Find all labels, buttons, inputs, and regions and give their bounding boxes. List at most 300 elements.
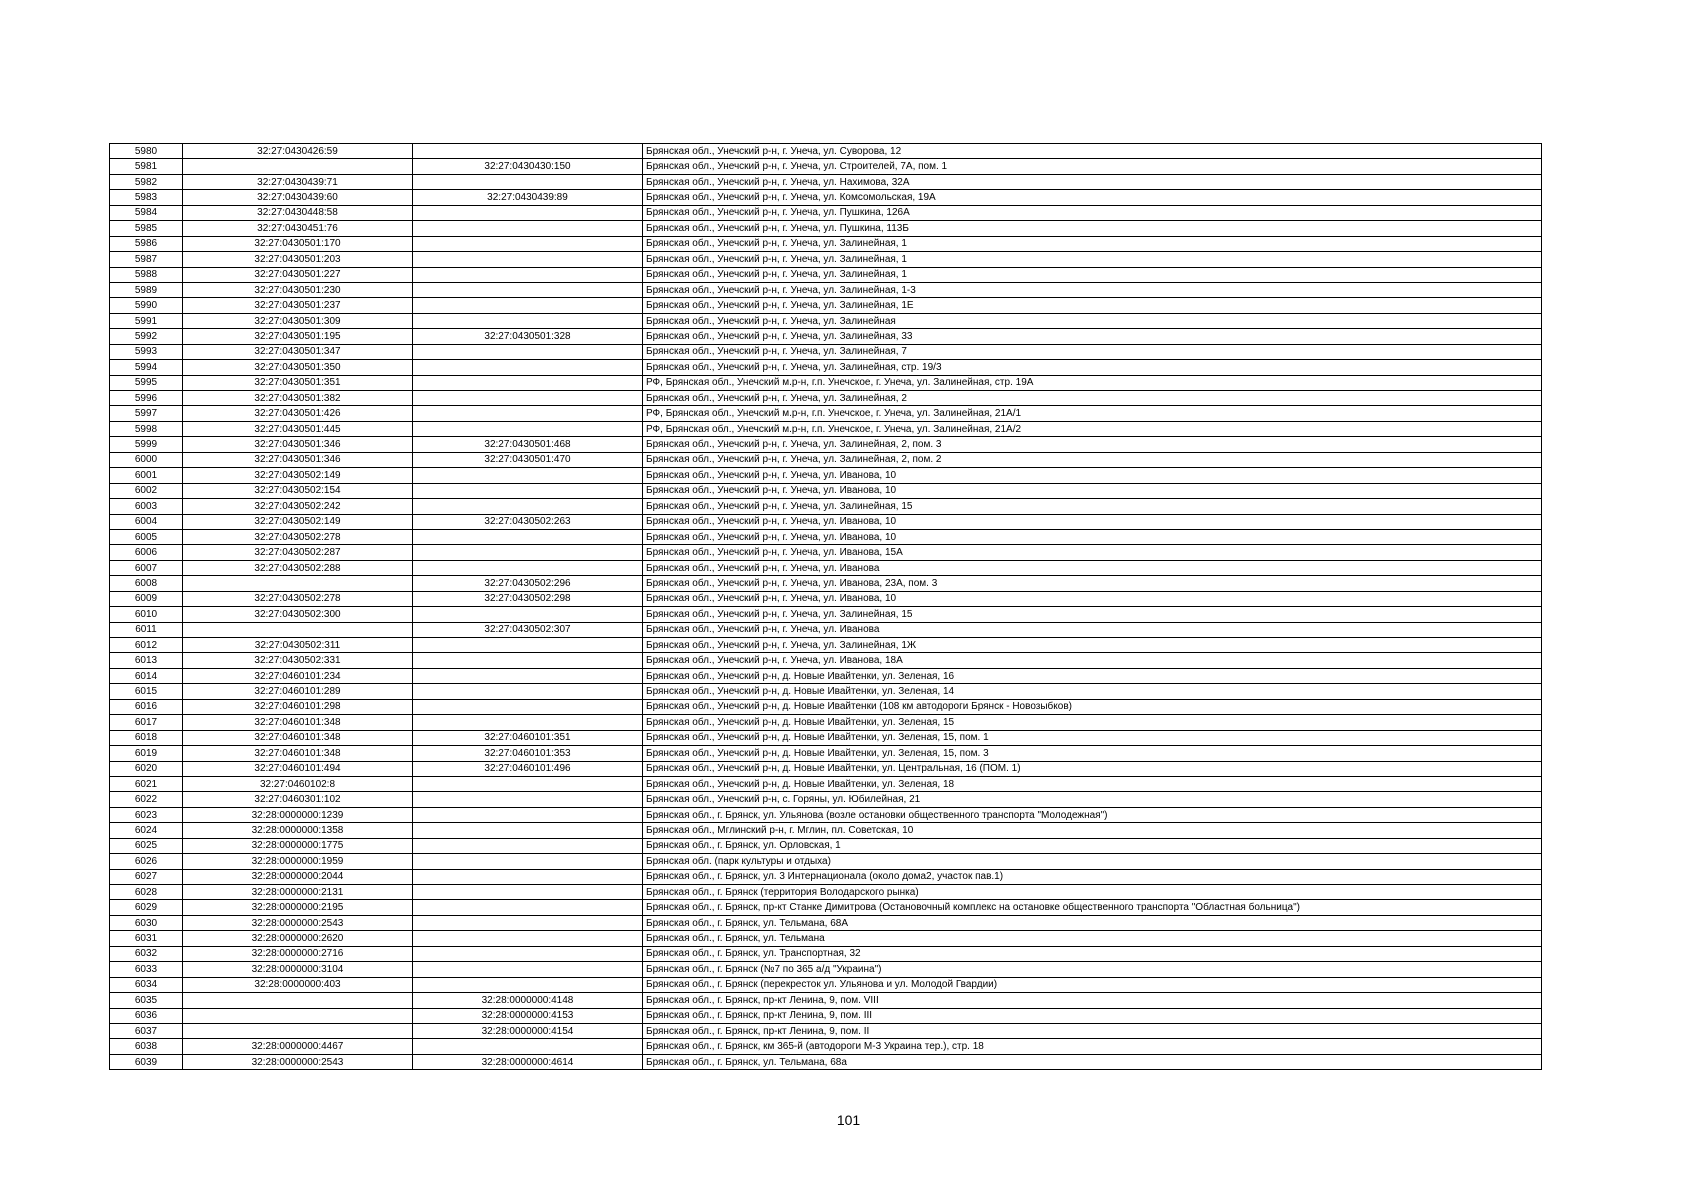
address-cell: РФ, Брянская обл., Унечский м.р-н, г.п. Унечское, г. Унеча, ул. Залинейная, 21А/2 [643,421,1542,436]
cadastral-number-cell: 32:27:0430501:237 [183,298,413,313]
address-cell: Брянская обл., г. Брянск (территория Володарского рынка) [643,885,1542,900]
related-cadastral-number-cell [413,807,643,822]
table-row [110,684,1542,699]
related-cadastral-number-cell: 32:28:0000000:4148 [413,993,643,1008]
registry-table-body [110,144,1542,1070]
address-cell: Брянская обл., Унечский р-н, д. Новые Ивайтенки, ул. Зеленая, 16 [643,668,1542,683]
cadastral-number-cell: 32:27:0430502:278 [183,591,413,606]
table-row [110,499,1542,514]
row-number-cell: 6009 [110,591,183,606]
related-cadastral-number-cell [413,406,643,421]
row-number-cell: 6015 [110,684,183,699]
cadastral-number-cell: 32:27:0430502:331 [183,653,413,668]
address-cell: Брянская обл., Унечский р-н, г. Унеча, ул. Иванова, 10 [643,514,1542,529]
table-row [110,838,1542,853]
address-cell: Брянская обл., Унечский р-н, г. Унеча, ул. Залинейная, 7 [643,344,1542,359]
address-cell: Брянская обл., г. Брянск, ул. Орловская, 1 [643,838,1542,853]
address-cell: Брянская обл., Унечский р-н, г. Унеча, ул. Пушкина, 113Б [643,221,1542,236]
related-cadastral-number-cell [413,205,643,220]
related-cadastral-number-cell: 32:27:0430501:468 [413,437,643,452]
cadastral-number-cell: 32:27:0430501:346 [183,437,413,452]
cadastral-number-cell: 32:27:0460101:348 [183,746,413,761]
address-cell: Брянская обл., Унечский р-н, г. Унеча, ул. Иванова, 10 [643,529,1542,544]
cadastral-number-cell: 32:27:0430501:170 [183,236,413,251]
related-cadastral-number-cell: 32:27:0430502:298 [413,591,643,606]
address-cell: Брянская обл., Унечский р-н, д. Новые Ивайтенки, ул. Центральная, 16 (ПОМ. 1) [643,761,1542,776]
row-number-cell: 5988 [110,267,183,282]
row-number-cell: 6011 [110,622,183,637]
cadastral-number-cell: 32:28:0000000:1775 [183,838,413,853]
cadastral-number-cell: 32:27:0430426:59 [183,144,413,159]
row-number-cell: 5986 [110,236,183,251]
row-number-cell: 5999 [110,437,183,452]
row-number-cell: 6029 [110,900,183,915]
related-cadastral-number-cell: 32:27:0430501:328 [413,329,643,344]
row-number-cell: 5995 [110,375,183,390]
address-cell: Брянская обл., Унечский р-н, г. Унеча, ул. Залинейная, 33 [643,329,1542,344]
related-cadastral-number-cell [413,653,643,668]
row-number-cell: 5989 [110,282,183,297]
related-cadastral-number-cell [413,174,643,189]
row-number-cell: 6022 [110,792,183,807]
table-row [110,746,1542,761]
cadastral-number-cell: 32:27:0430501:230 [183,282,413,297]
table-row [110,267,1542,282]
cadastral-number-cell: 32:27:0460101:298 [183,699,413,714]
row-number-cell: 6013 [110,653,183,668]
cadastral-number-cell: 32:28:0000000:2543 [183,915,413,930]
related-cadastral-number-cell [413,776,643,791]
related-cadastral-number-cell [413,282,643,297]
row-number-cell: 5983 [110,190,183,205]
address-cell: Брянская обл., Унечский р-н, г. Унеча, ул. Залинейная [643,313,1542,328]
table-row [110,761,1542,776]
address-cell: Брянская обл., Унечский р-н, г. Унеча, ул. Иванова, 23А, пом. 3 [643,576,1542,591]
row-number-cell: 6039 [110,1054,183,1069]
address-cell: Брянская обл., Унечский р-н, г. Унеча, ул. Залинейная, 2 [643,391,1542,406]
address-cell: Брянская обл., Унечский р-н, г. Унеча, ул. Залинейная, 1Ж [643,638,1542,653]
related-cadastral-number-cell [413,668,643,683]
row-number-cell: 5981 [110,159,183,174]
row-number-cell: 5984 [110,205,183,220]
related-cadastral-number-cell [413,1039,643,1054]
address-cell: РФ, Брянская обл., Унечский м.р-н, г.п. Унечское, г. Унеча, ул. Залинейная, 21А/1 [643,406,1542,421]
address-cell: Брянская обл., Унечский р-н, г. Унеча, ул. Иванова, 10 [643,591,1542,606]
address-cell: Брянская обл., г. Брянск, ул. Тельмана, 68А [643,915,1542,930]
row-number-cell: 6027 [110,869,183,884]
row-number-cell: 5982 [110,174,183,189]
cadastral-number-cell: 32:27:0430451:76 [183,221,413,236]
table-row [110,329,1542,344]
related-cadastral-number-cell [413,313,643,328]
related-cadastral-number-cell: 32:27:0460101:353 [413,746,643,761]
address-cell: Брянская обл., Унечский р-н, д. Новые Ивайтенки, ул. Зеленая, 15 [643,715,1542,730]
table-row [110,282,1542,297]
address-cell: Брянская обл., Унечский р-н, г. Унеча, ул. Залинейная, стр. 19/3 [643,360,1542,375]
address-cell: Брянская обл., г. Брянск (№7 по 365 а/д "Украина") [643,962,1542,977]
address-cell: Брянская обл., Унечский р-н, г. Унеча, ул. Залинейная, 1 [643,236,1542,251]
cadastral-number-cell: 32:27:0430501:445 [183,421,413,436]
related-cadastral-number-cell [413,468,643,483]
related-cadastral-number-cell [413,391,643,406]
address-cell: Брянская обл., Унечский р-н, г. Унеча, ул. Нахимова, 32А [643,174,1542,189]
row-number-cell: 6002 [110,483,183,498]
address-cell: Брянская обл., г. Брянск, ул. Тельмана, 68а [643,1054,1542,1069]
address-cell: Брянская обл., г. Брянск, пр-кт Ленина, 9, пом. II [643,1023,1542,1038]
table-row [110,252,1542,267]
related-cadastral-number-cell [413,977,643,992]
cadastral-number-cell: 32:27:0460101:348 [183,715,413,730]
cadastral-number-cell: 32:28:0000000:3104 [183,962,413,977]
table-row [110,807,1542,822]
table-row [110,468,1542,483]
address-cell: Брянская обл., Унечский р-н, г. Унеча, ул. Комсомольская, 19А [643,190,1542,205]
row-number-cell: 6023 [110,807,183,822]
related-cadastral-number-cell [413,499,643,514]
table-row [110,653,1542,668]
address-cell: Брянская обл., г. Брянск, ул. 3 Интернационала (около дома2, участок пав.1) [643,869,1542,884]
cadastral-number-cell: 32:27:0430502:154 [183,483,413,498]
table-row [110,1054,1542,1069]
table-row [110,576,1542,591]
table-row [110,962,1542,977]
row-number-cell: 6017 [110,715,183,730]
row-number-cell: 5996 [110,391,183,406]
row-number-cell: 6024 [110,823,183,838]
row-number-cell: 6005 [110,529,183,544]
related-cadastral-number-cell: 32:28:0000000:4153 [413,1008,643,1023]
table-row [110,668,1542,683]
cadastral-number-cell: 32:27:0460101:234 [183,668,413,683]
table-row [110,699,1542,714]
related-cadastral-number-cell [413,638,643,653]
cadastral-number-cell: 32:28:0000000:1358 [183,823,413,838]
address-cell: Брянская обл., Унечский р-н, г. Унеча, ул. Иванова, 18А [643,653,1542,668]
row-number-cell: 6007 [110,560,183,575]
address-cell: Брянская обл., Унечский р-н, г. Унеча, ул. Иванова, 10 [643,468,1542,483]
address-cell: Брянская обл., Унечский р-н, г. Унеча, ул. Залинейная, 1 [643,252,1542,267]
cadastral-number-cell: 32:27:0430501:227 [183,267,413,282]
cadastral-number-cell: 32:28:0000000:2716 [183,946,413,961]
row-number-cell: 6003 [110,499,183,514]
cadastral-number-cell: 32:27:0430502:278 [183,529,413,544]
cadastral-number-cell: 32:28:0000000:2195 [183,900,413,915]
related-cadastral-number-cell [413,236,643,251]
related-cadastral-number-cell [413,344,643,359]
cadastral-number-cell: 32:27:0430501:350 [183,360,413,375]
address-cell: Брянская обл., Унечский р-н, д. Новые Ивайтенки, ул. Зеленая, 14 [643,684,1542,699]
row-number-cell: 5994 [110,360,183,375]
address-cell: Брянская обл., Унечский р-н, г. Унеча, ул. Залинейная, 1Е [643,298,1542,313]
table-row [110,869,1542,884]
related-cadastral-number-cell [413,792,643,807]
cadastral-number-cell: 32:27:0430501:382 [183,391,413,406]
related-cadastral-number-cell [413,545,643,560]
address-cell: Брянская обл., Унечский р-н, д. Новые Ивайтенки (108 км автодороги Брянск - Новозыбков) [643,699,1542,714]
address-cell: Брянская обл., Унечский р-н, г. Унеча, ул. Иванова, 15А [643,545,1542,560]
related-cadastral-number-cell [413,715,643,730]
address-cell: Брянская обл., г. Брянск, ул. Ульянова (возле остановки общественного транспорта "Молодежная") [643,807,1542,822]
cadastral-number-cell: 32:27:0430501:346 [183,452,413,467]
table-row [110,313,1542,328]
related-cadastral-number-cell [413,144,643,159]
table-row [110,406,1542,421]
table-row [110,514,1542,529]
related-cadastral-number-cell [413,869,643,884]
table-row [110,1039,1542,1054]
cadastral-number-cell: 32:27:0430439:60 [183,190,413,205]
row-number-cell: 6038 [110,1039,183,1054]
related-cadastral-number-cell [413,483,643,498]
related-cadastral-number-cell: 32:28:0000000:4154 [413,1023,643,1038]
row-number-cell: 6020 [110,761,183,776]
row-number-cell: 6000 [110,452,183,467]
cadastral-number-cell [183,993,413,1008]
row-number-cell: 6016 [110,699,183,714]
related-cadastral-number-cell [413,900,643,915]
row-number-cell: 6031 [110,931,183,946]
table-row [110,776,1542,791]
address-cell: Брянская обл., г. Брянск, пр-кт Ленина, 9, пом. VIII [643,993,1542,1008]
table-row [110,591,1542,606]
related-cadastral-number-cell [413,699,643,714]
table-row [110,607,1542,622]
row-number-cell: 6006 [110,545,183,560]
cadastral-number-cell: 32:28:0000000:2131 [183,885,413,900]
related-cadastral-number-cell [413,684,643,699]
related-cadastral-number-cell [413,838,643,853]
cadastral-number-cell: 32:27:0460102:8 [183,776,413,791]
cadastral-number-cell: 32:27:0460101:289 [183,684,413,699]
cadastral-number-cell: 32:27:0430502:311 [183,638,413,653]
related-cadastral-number-cell [413,221,643,236]
address-cell: Брянская обл., Унечский р-н, г. Унеча, ул. Залинейная, 15 [643,607,1542,622]
row-number-cell: 5980 [110,144,183,159]
row-number-cell: 5992 [110,329,183,344]
related-cadastral-number-cell: 32:27:0460101:496 [413,761,643,776]
cadastral-number-cell: 32:27:0430501:426 [183,406,413,421]
related-cadastral-number-cell: 32:27:0430502:307 [413,622,643,637]
related-cadastral-number-cell [413,931,643,946]
related-cadastral-number-cell: 32:27:0430439:89 [413,190,643,205]
cadastral-number-cell: 32:27:0430501:203 [183,252,413,267]
cadastral-number-cell: 32:27:0430502:287 [183,545,413,560]
cadastral-number-cell: 32:28:0000000:1239 [183,807,413,822]
cadastral-number-cell: 32:28:0000000:2620 [183,931,413,946]
row-number-cell: 6026 [110,854,183,869]
address-cell: Брянская обл., Унечский р-н, г. Унеча, ул. Иванова [643,560,1542,575]
row-number-cell: 6004 [110,514,183,529]
table-row [110,144,1542,159]
address-cell: Брянская обл., Унечский р-н, г. Унеча, ул. Залинейная, 1 [643,267,1542,282]
table-row [110,360,1542,375]
cadastral-number-cell: 32:27:0430448:58 [183,205,413,220]
address-cell: Брянская обл., Унечский р-н, с. Горяны, ул. Юбилейная, 21 [643,792,1542,807]
row-number-cell: 6008 [110,576,183,591]
row-number-cell: 5985 [110,221,183,236]
table-row [110,977,1542,992]
address-cell: Брянская обл., Унечский р-н, г. Унеча, ул. Залинейная, 2, пом. 2 [643,452,1542,467]
related-cadastral-number-cell [413,915,643,930]
address-cell: Брянская обл., Унечский р-н, д. Новые Ивайтенки, ул. Зеленая, 15, пом. 3 [643,746,1542,761]
row-number-cell: 6018 [110,730,183,745]
row-number-cell: 5998 [110,421,183,436]
cadastral-number-cell: 32:27:0430502:300 [183,607,413,622]
related-cadastral-number-cell: 32:28:0000000:4614 [413,1054,643,1069]
table-row [110,545,1542,560]
row-number-cell: 5990 [110,298,183,313]
cadastral-number-cell: 32:28:0000000:1959 [183,854,413,869]
row-number-cell: 6014 [110,668,183,683]
table-row [110,421,1542,436]
row-number-cell: 6037 [110,1023,183,1038]
related-cadastral-number-cell [413,823,643,838]
cadastral-number-cell: 32:27:0430502:242 [183,499,413,514]
related-cadastral-number-cell [413,962,643,977]
registry-table [109,143,1542,1070]
table-row [110,823,1542,838]
table-row [110,915,1542,930]
row-number-cell: 6019 [110,746,183,761]
row-number-cell: 6001 [110,468,183,483]
address-cell: Брянская обл., Унечский р-н, д. Новые Ивайтенки, ул. Зеленая, 15, пом. 1 [643,730,1542,745]
related-cadastral-number-cell [413,360,643,375]
table-row [110,715,1542,730]
row-number-cell: 6010 [110,607,183,622]
related-cadastral-number-cell [413,375,643,390]
related-cadastral-number-cell [413,854,643,869]
row-number-cell: 6035 [110,993,183,1008]
related-cadastral-number-cell: 32:27:0430501:470 [413,452,643,467]
table-row [110,159,1542,174]
cadastral-number-cell [183,1008,413,1023]
cadastral-number-cell: 32:27:0430501:195 [183,329,413,344]
cadastral-number-cell [183,159,413,174]
table-row [110,483,1542,498]
table-row [110,344,1542,359]
table-row [110,792,1542,807]
table-row [110,205,1542,220]
row-number-cell: 5991 [110,313,183,328]
cadastral-number-cell: 32:27:0460101:494 [183,761,413,776]
address-cell: РФ, Брянская обл., Унечский м.р-н, г.п. Унечское, г. Унеча, ул. Залинейная, стр. 19А [643,375,1542,390]
address-cell: Брянская обл., г. Брянск, пр-кт Станке Димитрова (Остановочный комплекс на остановке общественного транспорта "Областная больница") [643,900,1542,915]
address-cell: Брянская обл., Унечский р-н, г. Унеча, ул. Залинейная, 2, пом. 3 [643,437,1542,452]
cadastral-number-cell: 32:27:0460101:348 [183,730,413,745]
cadastral-number-cell: 32:27:0430502:288 [183,560,413,575]
cadastral-number-cell: 32:28:0000000:2543 [183,1054,413,1069]
related-cadastral-number-cell: 32:27:0460101:351 [413,730,643,745]
cadastral-number-cell: 32:27:0430502:149 [183,468,413,483]
address-cell: Брянская обл., г. Брянск, пр-кт Ленина, 9, пом. III [643,1008,1542,1023]
cadastral-number-cell: 32:27:0430501:351 [183,375,413,390]
table-row [110,993,1542,1008]
address-cell: Брянская обл., г. Брянск, ул. Транспортная, 32 [643,946,1542,961]
related-cadastral-number-cell: 32:27:0430502:296 [413,576,643,591]
related-cadastral-number-cell [413,560,643,575]
cadastral-number-cell: 32:27:0430502:149 [183,514,413,529]
table-row [110,900,1542,915]
cadastral-number-cell: 32:27:0460301:102 [183,792,413,807]
row-number-cell: 6025 [110,838,183,853]
table-row [110,298,1542,313]
table-row [110,452,1542,467]
address-cell: Брянская обл., г. Брянск, ул. Тельмана [643,931,1542,946]
row-number-cell: 6034 [110,977,183,992]
row-number-cell: 6030 [110,915,183,930]
row-number-cell: 6021 [110,776,183,791]
row-number-cell: 5987 [110,252,183,267]
related-cadastral-number-cell [413,421,643,436]
row-number-cell: 6036 [110,1008,183,1023]
related-cadastral-number-cell [413,298,643,313]
address-cell: Брянская обл., Унечский р-н, г. Унеча, ул. Пушкина, 126А [643,205,1542,220]
table-row [110,638,1542,653]
table-row [110,1008,1542,1023]
table-row [110,622,1542,637]
related-cadastral-number-cell [413,946,643,961]
address-cell: Брянская обл., Унечский р-н, г. Унеча, ул. Иванова, 10 [643,483,1542,498]
address-cell: Брянская обл. (парк культуры и отдыха) [643,854,1542,869]
table-row [110,1023,1542,1038]
related-cadastral-number-cell [413,885,643,900]
cadastral-number-cell: 32:27:0430501:309 [183,313,413,328]
related-cadastral-number-cell: 32:27:0430502:263 [413,514,643,529]
address-cell: Брянская обл., Унечский р-н, г. Унеча, ул. Иванова [643,622,1542,637]
cadastral-number-cell [183,1023,413,1038]
row-number-cell: 6033 [110,962,183,977]
table-row [110,375,1542,390]
related-cadastral-number-cell: 32:27:0430430:150 [413,159,643,174]
row-number-cell: 5997 [110,406,183,421]
address-cell: Брянская обл., Унечский р-н, д. Новые Ивайтенки, ул. Зеленая, 18 [643,776,1542,791]
related-cadastral-number-cell [413,607,643,622]
related-cadastral-number-cell [413,252,643,267]
page-number: 101 [836,1112,861,1128]
address-cell: Брянская обл., Унечский р-н, г. Унеча, ул. Залинейная, 1-3 [643,282,1542,297]
table-row [110,946,1542,961]
related-cadastral-number-cell [413,267,643,282]
table-row [110,236,1542,251]
cadastral-number-cell: 32:28:0000000:403 [183,977,413,992]
address-cell: Брянская обл., Унечский р-н, г. Унеча, ул. Суворова, 12 [643,144,1542,159]
table-row [110,437,1542,452]
table-row [110,730,1542,745]
address-cell: Брянская обл., г. Брянск, км 365-й (автодороги М-3 Украина тер.), стр. 18 [643,1039,1542,1054]
row-number-cell: 6032 [110,946,183,961]
table-row [110,854,1542,869]
table-row [110,391,1542,406]
address-cell: Брянская обл., Унечский р-н, г. Унеча, ул. Строителей, 7А, пом. 1 [643,159,1542,174]
table-row [110,221,1542,236]
cadastral-number-cell: 32:27:0430501:347 [183,344,413,359]
address-cell: Брянская обл., Мглинский р-н, г. Мглин, пл. Советская, 10 [643,823,1542,838]
cadastral-number-cell: 32:27:0430439:71 [183,174,413,189]
cadastral-number-cell [183,622,413,637]
address-cell: Брянская обл., г. Брянск (перекресток ул. Ульянова и ул. Молодой Гвардии) [643,977,1542,992]
table-row [110,174,1542,189]
table-row [110,931,1542,946]
address-cell: Брянская обл., Унечский р-н, г. Унеча, ул. Залинейная, 15 [643,499,1542,514]
table-row [110,190,1542,205]
row-number-cell: 6028 [110,885,183,900]
related-cadastral-number-cell [413,529,643,544]
table-row [110,885,1542,900]
cadastral-number-cell: 32:28:0000000:2044 [183,869,413,884]
cadastral-number-cell: 32:28:0000000:4467 [183,1039,413,1054]
table-row [110,529,1542,544]
table-row [110,560,1542,575]
